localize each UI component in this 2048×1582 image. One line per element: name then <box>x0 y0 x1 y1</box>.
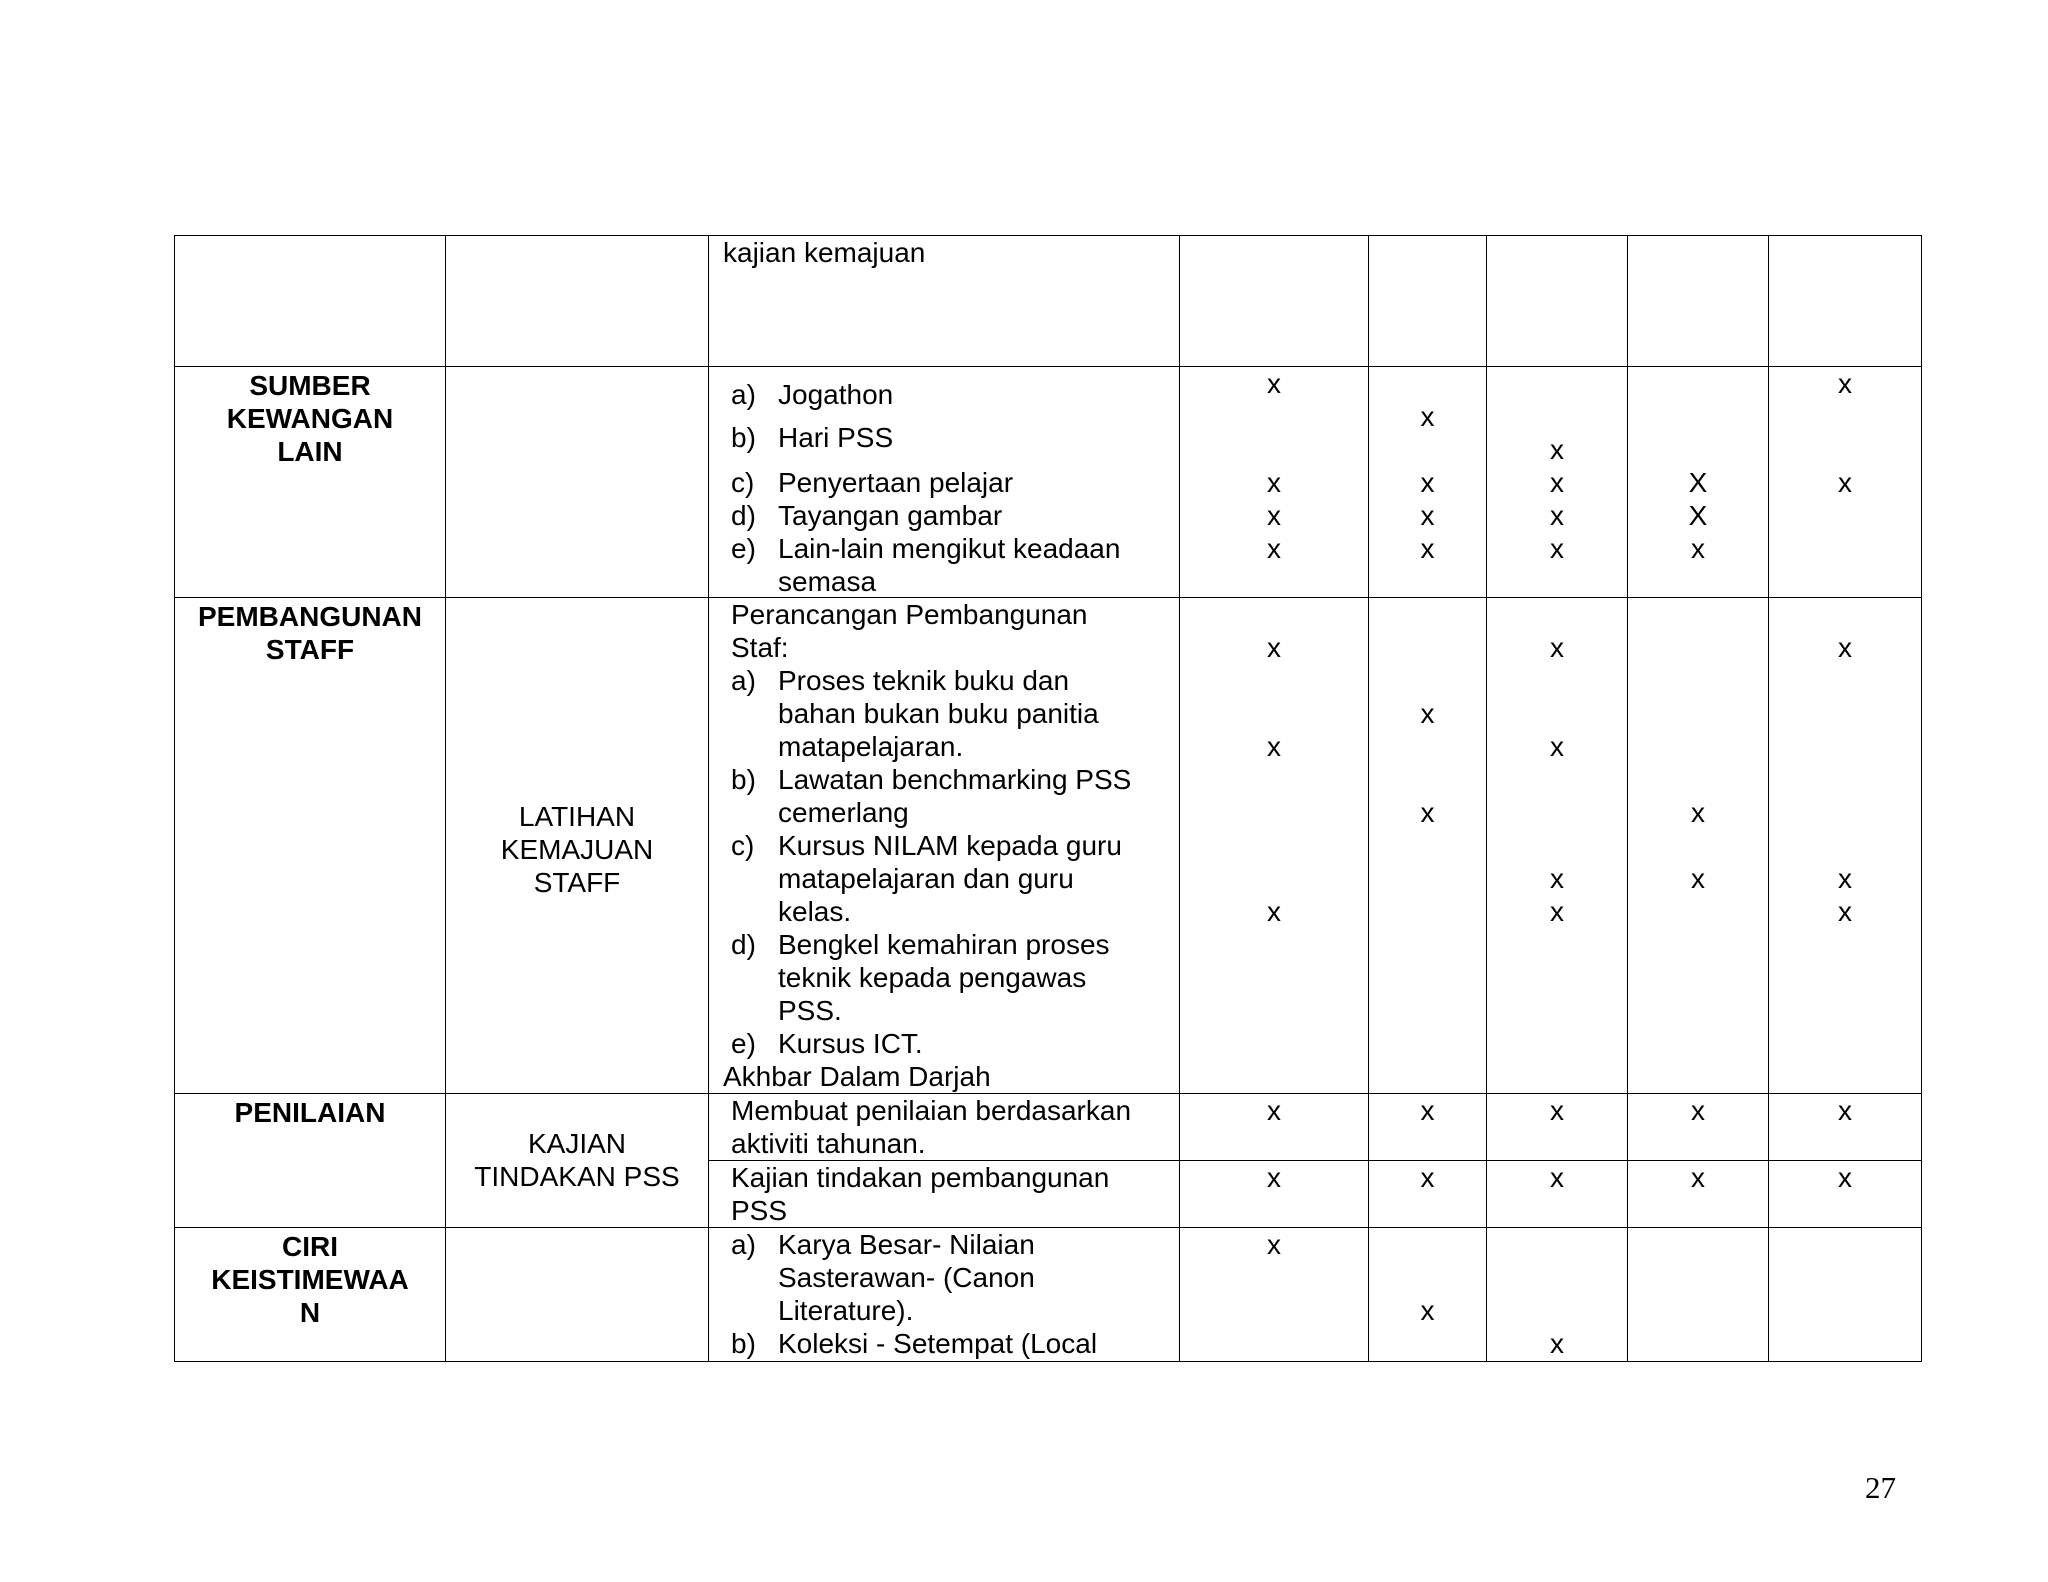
check-mark: x <box>1550 1162 1564 1193</box>
subcategory-label: KEMAJUAN <box>500 834 654 865</box>
check-mark: x <box>1691 863 1705 894</box>
mark-cell <box>1628 1228 1769 1362</box>
item-text: Penyertaan pelajar <box>778 467 1014 498</box>
check-mark: x <box>1838 632 1852 663</box>
check-mark: x <box>1267 1229 1281 1260</box>
item-text: bahan bukan buku panitia <box>778 698 1099 729</box>
mark-cell <box>1369 367 1487 598</box>
check-mark: x <box>1267 467 1281 498</box>
mark-cell <box>1628 367 1769 598</box>
mark-cell <box>1369 598 1487 1094</box>
category-label: SUMBER <box>249 370 371 401</box>
item-letter: c) <box>731 830 755 861</box>
item-text: Lawatan benchmarking PSS <box>778 764 1132 795</box>
subcategory-cell <box>446 1094 709 1228</box>
item-letter: b) <box>731 1328 756 1359</box>
mark-cell <box>1369 236 1487 367</box>
subcategory-cell <box>446 236 709 367</box>
mark-cell <box>1180 1161 1369 1228</box>
item-text: semasa <box>778 566 877 597</box>
page-number: 27 <box>1865 1470 1896 1505</box>
category-label: CIRI <box>282 1231 338 1262</box>
category-label: LAIN <box>277 436 343 467</box>
mark-cell <box>1628 598 1769 1094</box>
mark-cell <box>1769 1161 1922 1228</box>
subcategory-label: KAJIAN <box>527 1128 627 1159</box>
mark-cell <box>1180 1094 1369 1161</box>
mark-cell <box>1487 1094 1628 1161</box>
activity-cell <box>709 1094 1180 1161</box>
activity-text: Membuat penilaian berdasarkan <box>731 1095 1132 1126</box>
category-cell <box>175 598 446 1094</box>
item-letter: d) <box>731 929 756 960</box>
check-mark: x <box>1420 500 1435 531</box>
check-mark: x <box>1420 467 1435 498</box>
item-text: cemerlang <box>778 797 909 828</box>
category-label: PENILAIAN <box>234 1097 386 1128</box>
category-label: KEISTIMEWAA <box>211 1264 409 1295</box>
mark-cell <box>1487 598 1628 1094</box>
mark-cell <box>1769 1094 1922 1161</box>
category-label: PEMBANGUNAN <box>198 601 422 632</box>
item-text: Hari PSS <box>778 422 894 453</box>
mark-cell <box>1180 1228 1369 1362</box>
mark-cell <box>1769 1228 1922 1362</box>
check-mark: x <box>1550 1095 1564 1126</box>
subcategory-cell <box>446 367 709 598</box>
check-mark: x <box>1838 1162 1852 1193</box>
category-cell <box>175 236 446 367</box>
category-label: KEWANGAN <box>226 403 394 434</box>
mark-cell <box>1487 1228 1628 1362</box>
mark-cell <box>1769 367 1922 598</box>
subcategory-label: STAFF <box>533 867 621 898</box>
activity-text: kajian kemajuan <box>723 237 926 268</box>
mark-cell <box>1628 1094 1769 1161</box>
check-mark: x <box>1838 368 1852 399</box>
check-mark: x <box>1550 896 1564 927</box>
item-text: kelas. <box>778 896 852 927</box>
activity-text: aktiviti tahunan. <box>731 1128 926 1159</box>
mark-cell <box>1487 1161 1628 1228</box>
category-label: STAFF <box>265 634 355 665</box>
check-mark: x <box>1550 467 1564 498</box>
check-mark: x <box>1267 1095 1281 1126</box>
activity-text: Staf: <box>731 632 789 663</box>
check-mark: x <box>1267 368 1281 399</box>
check-mark: x <box>1420 698 1435 729</box>
check-mark: x <box>1691 533 1705 564</box>
check-mark: x <box>1691 797 1705 828</box>
item-text: Kursus NILAM kepada guru <box>778 830 1122 861</box>
item-text: Kursus ICT. <box>778 1028 923 1059</box>
item-text: Koleksi - Setempat (Local <box>778 1328 1098 1359</box>
activity-cell <box>709 1228 1180 1362</box>
table-row <box>175 1094 1922 1161</box>
activity-cell <box>709 598 1180 1094</box>
mark-cell <box>1487 367 1628 598</box>
mark-cell <box>1769 598 1922 1094</box>
check-mark: x <box>1838 467 1852 498</box>
check-mark: x <box>1420 797 1435 828</box>
subcategory-label: TINDAKAN PSS <box>474 1161 680 1192</box>
check-mark: x <box>1420 1095 1435 1126</box>
check-mark: x <box>1267 1162 1281 1193</box>
item-text: Proses teknik buku dan <box>778 665 1070 696</box>
subcategory-cell <box>446 598 709 1094</box>
table-row <box>175 367 1922 598</box>
item-text: Tayangan gambar <box>778 500 1003 531</box>
item-text: Jogathon <box>778 379 894 410</box>
item-letter: b) <box>731 422 756 453</box>
item-letter: a) <box>731 665 756 696</box>
subcategory-cell <box>446 1228 709 1362</box>
item-text: Lain-lain mengikut keadaan <box>778 533 1121 564</box>
mark-cell <box>1180 236 1369 367</box>
check-mark: x <box>1267 500 1281 531</box>
item-text: Karya Besar- Nilaian <box>778 1229 1035 1260</box>
item-text: Sasterawan- (Canon <box>778 1262 1035 1293</box>
table-row <box>175 598 1922 1094</box>
activity-text: Akhbar Dalam Darjah <box>723 1061 991 1092</box>
check-mark: x <box>1267 533 1281 564</box>
check-mark: x <box>1550 500 1564 531</box>
check-mark: x <box>1420 533 1435 564</box>
item-letter: e) <box>731 533 756 564</box>
item-letter: e) <box>731 1028 756 1059</box>
check-mark: x <box>1550 731 1564 762</box>
check-mark: x <box>1267 731 1281 762</box>
check-mark: x <box>1550 434 1564 465</box>
item-letter: b) <box>731 764 756 795</box>
check-mark: x <box>1420 1295 1435 1326</box>
item-text: PSS. <box>778 995 842 1026</box>
mark-cell <box>1628 1161 1769 1228</box>
mark-cell <box>1628 236 1769 367</box>
check-mark: x <box>1550 632 1564 663</box>
item-letter: d) <box>731 500 756 531</box>
table-row <box>175 1228 1922 1362</box>
category-cell <box>175 1228 446 1362</box>
item-text: teknik kepada pengawas <box>778 962 1087 993</box>
activity-table <box>174 235 1922 1362</box>
subcategory-label: LATIHAN <box>518 801 636 832</box>
item-text: Literature). <box>778 1295 914 1326</box>
item-letter: c) <box>731 467 755 498</box>
activity-text: Kajian tindakan pembangunan <box>731 1162 1110 1193</box>
check-mark: x <box>1267 632 1281 663</box>
check-mark: x <box>1691 1162 1705 1193</box>
check-mark: x <box>1550 1328 1564 1359</box>
check-mark: X <box>1688 500 1708 531</box>
check-mark: x <box>1420 401 1435 432</box>
activity-cell <box>709 1161 1180 1228</box>
mark-cell <box>1369 1161 1487 1228</box>
item-letter: a) <box>731 1229 756 1260</box>
mark-cell <box>1369 1094 1487 1161</box>
check-mark: x <box>1838 896 1852 927</box>
check-mark: X <box>1688 467 1708 498</box>
mark-cell <box>1769 236 1922 367</box>
category-cell <box>175 367 446 598</box>
item-text: Bengkel kemahiran proses <box>778 929 1110 960</box>
mark-cell <box>1180 598 1369 1094</box>
check-mark: x <box>1420 1162 1435 1193</box>
item-text: matapelajaran dan guru <box>778 863 1074 894</box>
check-mark: x <box>1691 1095 1705 1126</box>
check-mark: x <box>1550 533 1564 564</box>
mark-cell <box>1180 367 1369 598</box>
activity-cell <box>709 367 1180 598</box>
activity-text: PSS <box>731 1195 788 1226</box>
category-label: N <box>299 1297 321 1328</box>
mark-cell <box>1487 236 1628 367</box>
activity-text: Perancangan Pembangunan <box>731 599 1088 630</box>
activity-cell <box>709 236 1180 367</box>
item-letter: a) <box>731 379 756 410</box>
check-mark: x <box>1267 896 1281 927</box>
mark-cell <box>1369 1228 1487 1362</box>
table-row <box>175 236 1922 367</box>
check-mark: x <box>1838 1095 1852 1126</box>
category-cell <box>175 1094 446 1228</box>
check-mark: x <box>1550 863 1564 894</box>
item-text: matapelajaran. <box>778 731 964 762</box>
check-mark: x <box>1838 863 1852 894</box>
